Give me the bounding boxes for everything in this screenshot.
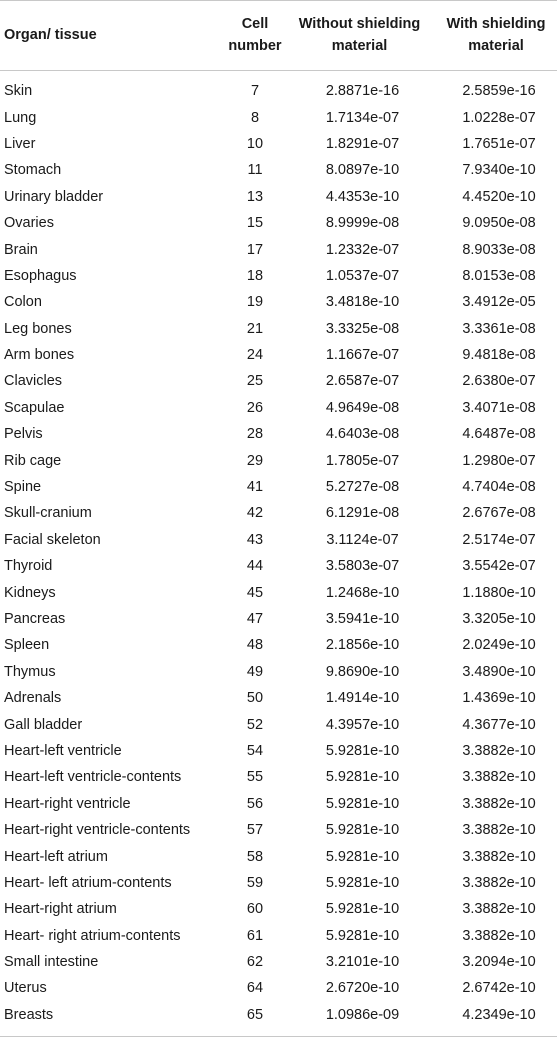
cell-cell-number: 19: [246, 294, 264, 311]
table-row: [0, 659, 557, 685]
table-row: [0, 236, 557, 262]
table-row: [0, 70, 557, 104]
cell-cell-number: 29: [246, 452, 264, 469]
table-row: [0, 447, 557, 473]
cell-cell-number: 54: [246, 742, 264, 759]
cell-cell-number: 17: [246, 241, 264, 258]
table-row: [0, 1002, 557, 1028]
cell-cell-number: 44: [246, 558, 264, 575]
cell-without-shielding: 2.6720e-10: [325, 980, 400, 997]
table-row: [0, 711, 557, 737]
cell-organ-tissue: Colon: [4, 294, 42, 311]
cell-with-shielding: 1.7651e-07: [462, 135, 536, 152]
cell-without-shielding: 1.7134e-07: [325, 109, 400, 126]
table-row: [0, 474, 557, 500]
cell-with-shielding: 8.9033e-08: [462, 241, 536, 258]
cell-cell-number: 21: [246, 320, 264, 337]
cell-cell-number: 24: [246, 347, 264, 364]
cell-cell-number: 62: [246, 954, 264, 971]
table-row: [0, 579, 557, 605]
cell-without-shielding: 4.9649e-08: [325, 399, 400, 416]
cell-without-shielding: 2.1856e-10: [325, 637, 400, 654]
header-without-shielding: Without shielding material: [298, 16, 421, 54]
cell-with-shielding: 9.4818e-08: [462, 347, 536, 364]
cell-without-shielding: 5.9281e-10: [325, 874, 400, 891]
cell-organ-tissue: Spleen: [4, 637, 50, 654]
cell-without-shielding: 3.5803e-07: [325, 558, 400, 575]
table-header-row: [0, 0, 557, 70]
cell-cell-number: 65: [246, 1006, 264, 1023]
cell-with-shielding: 4.6487e-08: [462, 426, 536, 443]
cell-organ-tissue: Heart-left ventricle: [4, 742, 122, 759]
cell-organ-tissue: Heart-left ventricle-contents: [4, 769, 182, 786]
cell-organ-tissue: Clavicles: [4, 373, 63, 390]
table-row: [0, 817, 557, 843]
cell-cell-number: 15: [246, 215, 264, 232]
cell-without-shielding: 5.9281e-10: [325, 901, 400, 918]
table-row: [0, 527, 557, 553]
cell-organ-tissue: Pelvis: [4, 426, 43, 443]
cell-cell-number: 43: [246, 531, 264, 548]
cell-cell-number: 57: [246, 822, 264, 839]
cell-without-shielding: 3.1124e-07: [326, 531, 399, 548]
cell-cell-number: 45: [246, 584, 264, 601]
cell-with-shielding: 1.2980e-07: [462, 452, 536, 469]
cell-with-shielding: 2.5174e-07: [462, 531, 536, 548]
table-row: [0, 738, 557, 764]
cell-cell-number: 49: [246, 663, 264, 680]
cell-organ-tissue: Brain: [4, 241, 38, 258]
cell-without-shielding: 5.9281e-10: [325, 742, 400, 759]
table-row: [0, 632, 557, 658]
cell-with-shielding: 2.6767e-08: [462, 505, 536, 522]
cell-with-shielding: 3.3205e-10: [462, 611, 536, 627]
cell-with-shielding: 2.6742e-10: [462, 980, 536, 997]
cell-organ-tissue: Esophagus: [4, 267, 77, 284]
cell-without-shielding: 8.0897e-10: [325, 162, 400, 179]
cell-with-shielding: 3.2094e-10: [462, 954, 536, 971]
cell-organ-tissue: Heart- right atrium-contents: [4, 927, 181, 944]
cell-with-shielding: 7.9340e-10: [462, 162, 536, 179]
cell-with-shielding: 3.4912e-05: [462, 294, 536, 311]
cell-cell-number: 10: [246, 135, 264, 152]
cell-without-shielding: 3.5941e-10: [325, 611, 400, 627]
cell-with-shielding: 3.4071e-08: [462, 399, 536, 416]
cell-cell-number: 58: [246, 848, 264, 865]
table-row: [0, 210, 557, 236]
cell-with-shielding: 3.5542e-07: [462, 558, 536, 575]
cell-organ-tissue: Spine: [4, 479, 42, 496]
cell-without-shielding: 3.3325e-08: [325, 320, 400, 337]
cell-with-shielding: 1.4369e-10: [462, 690, 536, 707]
cell-without-shielding: 4.4353e-10: [325, 188, 400, 205]
cell-organ-tissue: Heart-right ventricle-contents: [4, 822, 191, 839]
cell-without-shielding: 8.9999e-08: [325, 215, 400, 232]
cell-without-shielding: 1.0986e-09: [325, 1006, 400, 1023]
cell-without-shielding: 1.2468e-10: [325, 584, 400, 601]
table-row: [0, 368, 557, 394]
cell-cell-number: 18: [246, 267, 264, 284]
table-row: [0, 289, 557, 315]
cell-with-shielding: 3.3361e-08: [462, 320, 536, 337]
cell-cell-number: 26: [246, 399, 264, 416]
table-row: [0, 975, 557, 1001]
table-bottom-rule: [0, 1036, 557, 1037]
cell-organ-tissue: Kidneys: [4, 584, 56, 601]
cell-cell-number: 28: [246, 426, 264, 443]
cell-with-shielding: 3.3882e-10: [462, 848, 536, 865]
cell-organ-tissue: Uterus: [4, 980, 47, 997]
cell-organ-tissue: Skull-cranium: [4, 505, 92, 522]
cell-with-shielding: 2.5859e-16: [462, 83, 536, 100]
cell-cell-number: 50: [246, 690, 264, 707]
cell-with-shielding: 1.0228e-07: [462, 109, 536, 126]
table-row: [0, 923, 557, 949]
cell-with-shielding: 3.3882e-10: [462, 927, 536, 944]
cell-cell-number: 25: [246, 373, 264, 390]
table-row: [0, 949, 557, 975]
table-row: [0, 685, 557, 711]
cell-organ-tissue: Rib cage: [4, 452, 62, 469]
cell-organ-tissue: Ovaries: [4, 215, 54, 232]
cell-with-shielding: 1.1880e-10: [462, 584, 536, 601]
cell-organ-tissue: Facial skeleton: [4, 531, 101, 548]
table-row: [0, 606, 557, 632]
cell-cell-number: 8: [250, 109, 260, 126]
cell-with-shielding: 3.3882e-10: [462, 822, 536, 839]
cell-cell-number: 61: [246, 927, 264, 944]
table-row: [0, 157, 557, 183]
cell-with-shielding: 4.7404e-08: [462, 479, 536, 496]
cell-organ-tissue: Skin: [4, 83, 33, 100]
cell-organ-tissue: Heart-right atrium: [4, 901, 117, 918]
cell-cell-number: 11: [247, 162, 263, 179]
cell-organ-tissue: Pancreas: [4, 611, 66, 627]
cell-without-shielding: 2.6587e-07: [325, 373, 400, 390]
cell-with-shielding: 8.0153e-08: [462, 267, 536, 284]
cell-without-shielding: 3.4818e-10: [325, 294, 400, 311]
cell-without-shielding: 5.9281e-10: [325, 822, 400, 839]
table-row: [0, 316, 557, 342]
cell-organ-tissue: Breasts: [4, 1006, 54, 1023]
cell-cell-number: 41: [246, 479, 264, 496]
table-row: [0, 843, 557, 869]
cell-without-shielding: 5.9281e-10: [325, 795, 400, 812]
cell-organ-tissue: Arm bones: [4, 347, 75, 364]
table-row: [0, 791, 557, 817]
cell-with-shielding: 9.0950e-08: [462, 215, 536, 232]
cell-cell-number: 55: [246, 769, 264, 786]
cell-with-shielding: 2.0249e-10: [462, 637, 536, 654]
cell-organ-tissue: Scapulae: [4, 399, 65, 416]
cell-without-shielding: 1.0537e-07: [325, 267, 400, 284]
table-row: [0, 421, 557, 447]
header-with-shielding: With shielding material: [446, 16, 546, 54]
cell-without-shielding: 5.9281e-10: [325, 769, 400, 786]
cell-organ-tissue: Heart-right ventricle: [4, 795, 131, 812]
table-row: [0, 395, 557, 421]
table-row: [0, 896, 557, 922]
cell-without-shielding: 1.2332e-07: [325, 241, 400, 258]
cell-without-shielding: 5.9281e-10: [325, 927, 400, 944]
cell-cell-number: 47: [246, 611, 264, 627]
cell-with-shielding: 3.3882e-10: [462, 769, 536, 786]
table-row: [0, 500, 557, 526]
cell-with-shielding: 3.3882e-10: [462, 874, 536, 891]
cell-organ-tissue: Urinary bladder: [4, 188, 104, 205]
cell-organ-tissue: Lung: [4, 109, 37, 126]
cell-organ-tissue: Heart-left atrium: [4, 848, 108, 865]
cell-cell-number: 60: [246, 901, 264, 918]
cell-cell-number: 48: [246, 637, 264, 654]
table-body: [0, 70, 557, 1028]
cell-without-shielding: 2.8871e-16: [325, 83, 400, 100]
cell-without-shielding: 4.3957e-10: [325, 716, 400, 733]
cell-without-shielding: 1.7805e-07: [325, 452, 400, 469]
cell-organ-tissue: Thymus: [4, 663, 56, 680]
cell-without-shielding: 5.9281e-10: [325, 848, 400, 865]
table-row: [0, 764, 557, 790]
cell-without-shielding: 9.8690e-10: [325, 663, 400, 680]
cell-without-shielding: 1.4914e-10: [325, 690, 400, 707]
table-row: [0, 104, 557, 130]
cell-organ-tissue: Small intestine: [4, 954, 99, 971]
cell-cell-number: 59: [246, 874, 264, 891]
cell-with-shielding: 2.6380e-07: [462, 373, 536, 390]
cell-organ-tissue: Gall bladder: [4, 716, 83, 733]
table-row: [0, 263, 557, 289]
table-row: [0, 184, 557, 210]
cell-cell-number: 13: [246, 188, 264, 205]
table-row: [0, 553, 557, 579]
cell-without-shielding: 3.2101e-10: [325, 954, 400, 971]
cell-with-shielding: 3.3882e-10: [462, 901, 536, 918]
cell-with-shielding: 3.3882e-10: [462, 742, 536, 759]
cell-cell-number: 52: [246, 716, 264, 733]
header-organ-tissue: Organ/ tissue: [4, 27, 97, 43]
cell-with-shielding: 3.4890e-10: [462, 663, 536, 680]
cell-cell-number: 42: [246, 505, 264, 522]
cell-with-shielding: 4.4520e-10: [462, 188, 536, 205]
table-row: [0, 342, 557, 368]
cell-organ-tissue: Adrenals: [4, 690, 62, 707]
cell-organ-tissue: Stomach: [4, 162, 62, 179]
cell-without-shielding: 6.1291e-08: [325, 505, 400, 522]
cell-organ-tissue: Liver: [4, 135, 36, 152]
cell-cell-number: 7: [250, 83, 260, 100]
cell-organ-tissue: Thyroid: [4, 558, 53, 575]
cell-with-shielding: 3.3882e-10: [462, 795, 536, 812]
cell-without-shielding: 5.2727e-08: [325, 479, 400, 496]
cell-cell-number: 64: [246, 980, 264, 997]
cell-organ-tissue: Leg bones: [4, 320, 72, 337]
cell-without-shielding: 1.8291e-07: [325, 135, 400, 152]
table-row: [0, 870, 557, 896]
table-row: [0, 131, 557, 157]
cell-organ-tissue: Heart- left atrium-contents: [4, 874, 172, 891]
cell-with-shielding: 4.2349e-10: [462, 1006, 536, 1023]
header-cell-number: Cell number: [228, 16, 282, 54]
cell-without-shielding: 4.6403e-08: [325, 426, 400, 443]
cell-cell-number: 56: [246, 795, 264, 812]
cell-with-shielding: 4.3677e-10: [462, 716, 536, 733]
cell-without-shielding: 1.1667e-07: [325, 347, 400, 364]
